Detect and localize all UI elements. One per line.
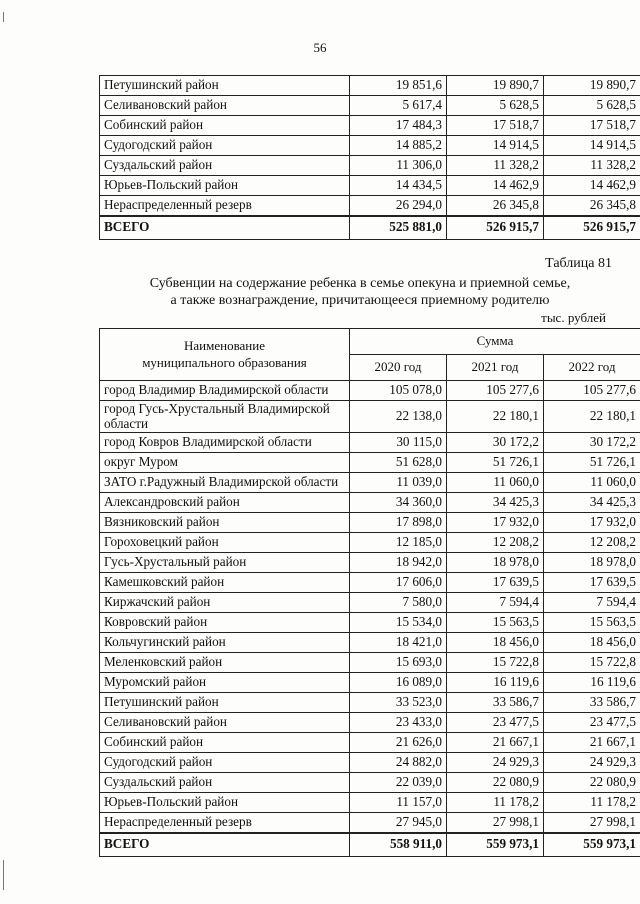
table-row [100, 116, 640, 136]
value-2020-cell: 51 628,0 [350, 453, 447, 473]
value-2020-cell: 27 945,0 [350, 813, 447, 833]
value-2020-cell: 26 294,0 [350, 196, 447, 216]
value-2021-cell: 105 277,6 [447, 381, 544, 401]
value-2021-cell: 21 667,1 [447, 733, 544, 753]
municipality-cell: город Ковров Владимирской области [100, 433, 350, 453]
value-2020-cell: 19 851,6 [350, 76, 447, 96]
table-header-row [100, 329, 640, 355]
municipality-cell: Александровский район [100, 493, 350, 513]
value-2020-cell: 22 138,0 [350, 401, 447, 433]
value-2021-cell: 30 172,2 [447, 433, 544, 453]
value-2022-cell: 18 978,0 [544, 553, 640, 573]
value-2022-cell: 7 594,4 [544, 593, 640, 613]
municipality-cell: Собинский район [100, 116, 350, 136]
municipality-cell: Кольчугинский район [100, 633, 350, 653]
value-2022-cell: 22 180,1 [544, 401, 640, 433]
value-2021-cell: 18 978,0 [447, 553, 544, 573]
value-2020-cell: 105 078,0 [350, 381, 447, 401]
scan-edge-mark [3, 860, 4, 890]
value-2022-cell: 21 667,1 [544, 733, 640, 753]
value-2022-cell: 23 477,5 [544, 713, 640, 733]
municipality-cell: город Гусь-Хрустальный Владимирской области [100, 401, 350, 433]
value-2020-cell: 17 484,3 [350, 116, 447, 136]
value-2022-cell: 16 119,6 [544, 673, 640, 693]
value-2020-cell: 11 157,0 [350, 793, 447, 813]
municipality-cell: Вязниковский район [100, 513, 350, 533]
value-2022-cell: 34 425,3 [544, 493, 640, 513]
table-row [100, 633, 640, 653]
total-2021: 559 973,1 [447, 833, 544, 857]
value-2022-cell: 17 639,5 [544, 573, 640, 593]
value-2022-cell: 24 929,3 [544, 753, 640, 773]
value-2022-cell: 11 328,2 [544, 156, 640, 176]
value-2021-cell: 15 563,5 [447, 613, 544, 633]
value-2021-cell: 11 178,2 [447, 793, 544, 813]
municipality-cell: Суздальский район [100, 156, 350, 176]
table-total-row [100, 216, 640, 240]
table-row [100, 493, 640, 513]
municipality-cell: Гусь-Хрустальный район [100, 553, 350, 573]
municipality-cell: Киржачский район [100, 593, 350, 613]
value-2022-cell: 27 998,1 [544, 813, 640, 833]
value-2022-cell: 17 518,7 [544, 116, 640, 136]
municipality-cell: округ Муром [100, 453, 350, 473]
municipality-cell: Судогодский район [100, 136, 350, 156]
table-row [100, 196, 640, 216]
value-2022-cell: 19 890,7 [544, 76, 640, 96]
value-2020-cell: 15 534,0 [350, 613, 447, 633]
value-2022-cell: 22 080,9 [544, 773, 640, 793]
value-2022-cell: 11 060,0 [544, 473, 640, 493]
value-2022-cell: 105 277,6 [544, 381, 640, 401]
scan-edge-mark [3, 12, 4, 22]
value-2021-cell: 17 932,0 [447, 513, 544, 533]
value-2021-cell: 15 722,8 [447, 653, 544, 673]
table-row [100, 673, 640, 693]
table-row [100, 136, 640, 156]
value-2022-cell: 33 586,7 [544, 693, 640, 713]
municipality-cell: Петушинский район [100, 76, 350, 96]
table-row [100, 613, 640, 633]
value-2022-cell: 51 726,1 [544, 453, 640, 473]
year-2021-header: 2021 год [447, 355, 544, 381]
value-2020-cell: 11 306,0 [350, 156, 447, 176]
table-row [100, 156, 640, 176]
municipality-cell: Селивановский район [100, 713, 350, 733]
table-row [100, 713, 640, 733]
value-2020-cell: 22 039,0 [350, 773, 447, 793]
value-2020-cell: 15 693,0 [350, 653, 447, 673]
table-row [100, 753, 640, 773]
table-row [100, 473, 640, 493]
value-2022-cell: 5 628,5 [544, 96, 640, 116]
value-2020-cell: 33 523,0 [350, 693, 447, 713]
table-row [100, 653, 640, 673]
municipality-cell: Ковровский район [100, 613, 350, 633]
total-2021: 526 915,7 [447, 216, 544, 240]
table-number: Таблица 81 [545, 256, 612, 271]
table-row [100, 433, 640, 453]
value-2020-cell: 17 606,0 [350, 573, 447, 593]
value-2022-cell: 14 462,9 [544, 176, 640, 196]
value-2022-cell: 26 345,8 [544, 196, 640, 216]
value-2020-cell: 14 885,2 [350, 136, 447, 156]
municipality-cell: Судогодский район [100, 753, 350, 773]
municipality-cell: Суздальский район [100, 773, 350, 793]
municipality-cell: Собинский район [100, 733, 350, 753]
value-2020-cell: 5 617,4 [350, 96, 447, 116]
municipality-cell: Нераспределенный резерв [100, 813, 350, 833]
table-81-body [100, 381, 640, 857]
value-2020-cell: 18 942,0 [350, 553, 447, 573]
value-2021-cell: 51 726,1 [447, 453, 544, 473]
sum-column-header: Сумма [350, 329, 640, 355]
value-2020-cell: 30 115,0 [350, 433, 447, 453]
value-2021-cell: 17 639,5 [447, 573, 544, 593]
value-2022-cell: 11 178,2 [544, 793, 640, 813]
table-row [100, 76, 640, 96]
value-2020-cell: 23 433,0 [350, 713, 447, 733]
value-2022-cell: 12 208,2 [544, 533, 640, 553]
value-2020-cell: 11 039,0 [350, 473, 447, 493]
municipality-cell: Юрьев-Польский район [100, 793, 350, 813]
municipality-cell: Меленковский район [100, 653, 350, 673]
value-2021-cell: 5 628,5 [447, 96, 544, 116]
total-2022: 526 915,7 [544, 216, 640, 240]
value-2022-cell: 15 722,8 [544, 653, 640, 673]
table-81 [99, 328, 640, 857]
value-2021-cell: 11 060,0 [447, 473, 544, 493]
value-2020-cell: 14 434,5 [350, 176, 447, 196]
value-2021-cell: 16 119,6 [447, 673, 544, 693]
table-row [100, 813, 640, 833]
municipality-cell: ЗАТО г.Радужный Владимирской области [100, 473, 350, 493]
value-2021-cell: 24 929,3 [447, 753, 544, 773]
total-2020: 558 911,0 [350, 833, 447, 857]
total-label: ВСЕГО [100, 216, 350, 240]
municipality-cell: город Владимир Владимирской области [100, 381, 350, 401]
value-2022-cell: 15 563,5 [544, 613, 640, 633]
value-2021-cell: 33 586,7 [447, 693, 544, 713]
value-2021-cell: 34 425,3 [447, 493, 544, 513]
table-title-line-1: Субвенции на содержание ребенка в семье опекуна и приемной семье, [149, 276, 571, 291]
municipality-cell: Гороховецкий район [100, 533, 350, 553]
table-row [100, 96, 640, 116]
table-total-row [100, 833, 640, 857]
value-2021-cell: 12 208,2 [447, 533, 544, 553]
table-title [100, 276, 620, 310]
value-2021-cell: 17 518,7 [447, 116, 544, 136]
table-row [100, 693, 640, 713]
total-label: ВСЕГО [100, 833, 350, 857]
value-2020-cell: 12 185,0 [350, 533, 447, 553]
table-row [100, 533, 640, 553]
table-row [100, 553, 640, 573]
municipality-cell: Юрьев-Польский район [100, 176, 350, 196]
value-2021-cell: 14 914,5 [447, 136, 544, 156]
value-2020-cell: 24 882,0 [350, 753, 447, 773]
table-row [100, 453, 640, 473]
value-2022-cell: 18 456,0 [544, 633, 640, 653]
value-2022-cell: 30 172,2 [544, 433, 640, 453]
value-2020-cell: 16 089,0 [350, 673, 447, 693]
table-title-line-2: а также вознаграждение, причитающееся приемному родителю [170, 292, 550, 308]
value-2020-cell: 18 421,0 [350, 633, 447, 653]
table-row [100, 381, 640, 401]
value-2022-cell: 14 914,5 [544, 136, 640, 156]
total-2022: 559 973,1 [544, 833, 640, 857]
value-2020-cell: 34 360,0 [350, 493, 447, 513]
year-2022-header: 2022 год [544, 355, 640, 381]
continued-table-body [100, 76, 640, 240]
value-2021-cell: 14 462,9 [447, 176, 544, 196]
total-2020: 525 881,0 [350, 216, 447, 240]
value-2021-cell: 23 477,5 [447, 713, 544, 733]
table-row [100, 793, 640, 813]
municipality-cell: Селивановский район [100, 96, 350, 116]
table-row [100, 573, 640, 593]
municipality-cell: Нераспределенный резерв [100, 196, 350, 216]
municipality-cell: Камешковский район [100, 573, 350, 593]
page-number: 56 [313, 40, 327, 55]
value-2020-cell: 17 898,0 [350, 513, 447, 533]
value-2021-cell: 11 328,2 [447, 156, 544, 176]
year-2020-header: 2020 год [350, 355, 447, 381]
value-2021-cell: 19 890,7 [447, 76, 544, 96]
table-row [100, 733, 640, 753]
value-2021-cell: 7 594,4 [447, 593, 544, 613]
table-row [100, 593, 640, 613]
municipality-cell: Муромский район [100, 673, 350, 693]
name-column-header: Наименование муниципального образования [100, 329, 350, 381]
municipality-cell: Петушинский район [100, 693, 350, 713]
value-2021-cell: 26 345,8 [447, 196, 544, 216]
table-row [100, 401, 640, 433]
value-2022-cell: 17 932,0 [544, 513, 640, 533]
value-2021-cell: 18 456,0 [447, 633, 544, 653]
value-2021-cell: 27 998,1 [447, 813, 544, 833]
value-2021-cell: 22 180,1 [447, 401, 544, 433]
value-2021-cell: 22 080,9 [447, 773, 544, 793]
table-row [100, 513, 640, 533]
continued-table [99, 75, 640, 240]
table-row [100, 176, 640, 196]
unit-note: тыс. рублей [541, 310, 606, 325]
table-row [100, 773, 640, 793]
value-2020-cell: 7 580,0 [350, 593, 447, 613]
value-2020-cell: 21 626,0 [350, 733, 447, 753]
